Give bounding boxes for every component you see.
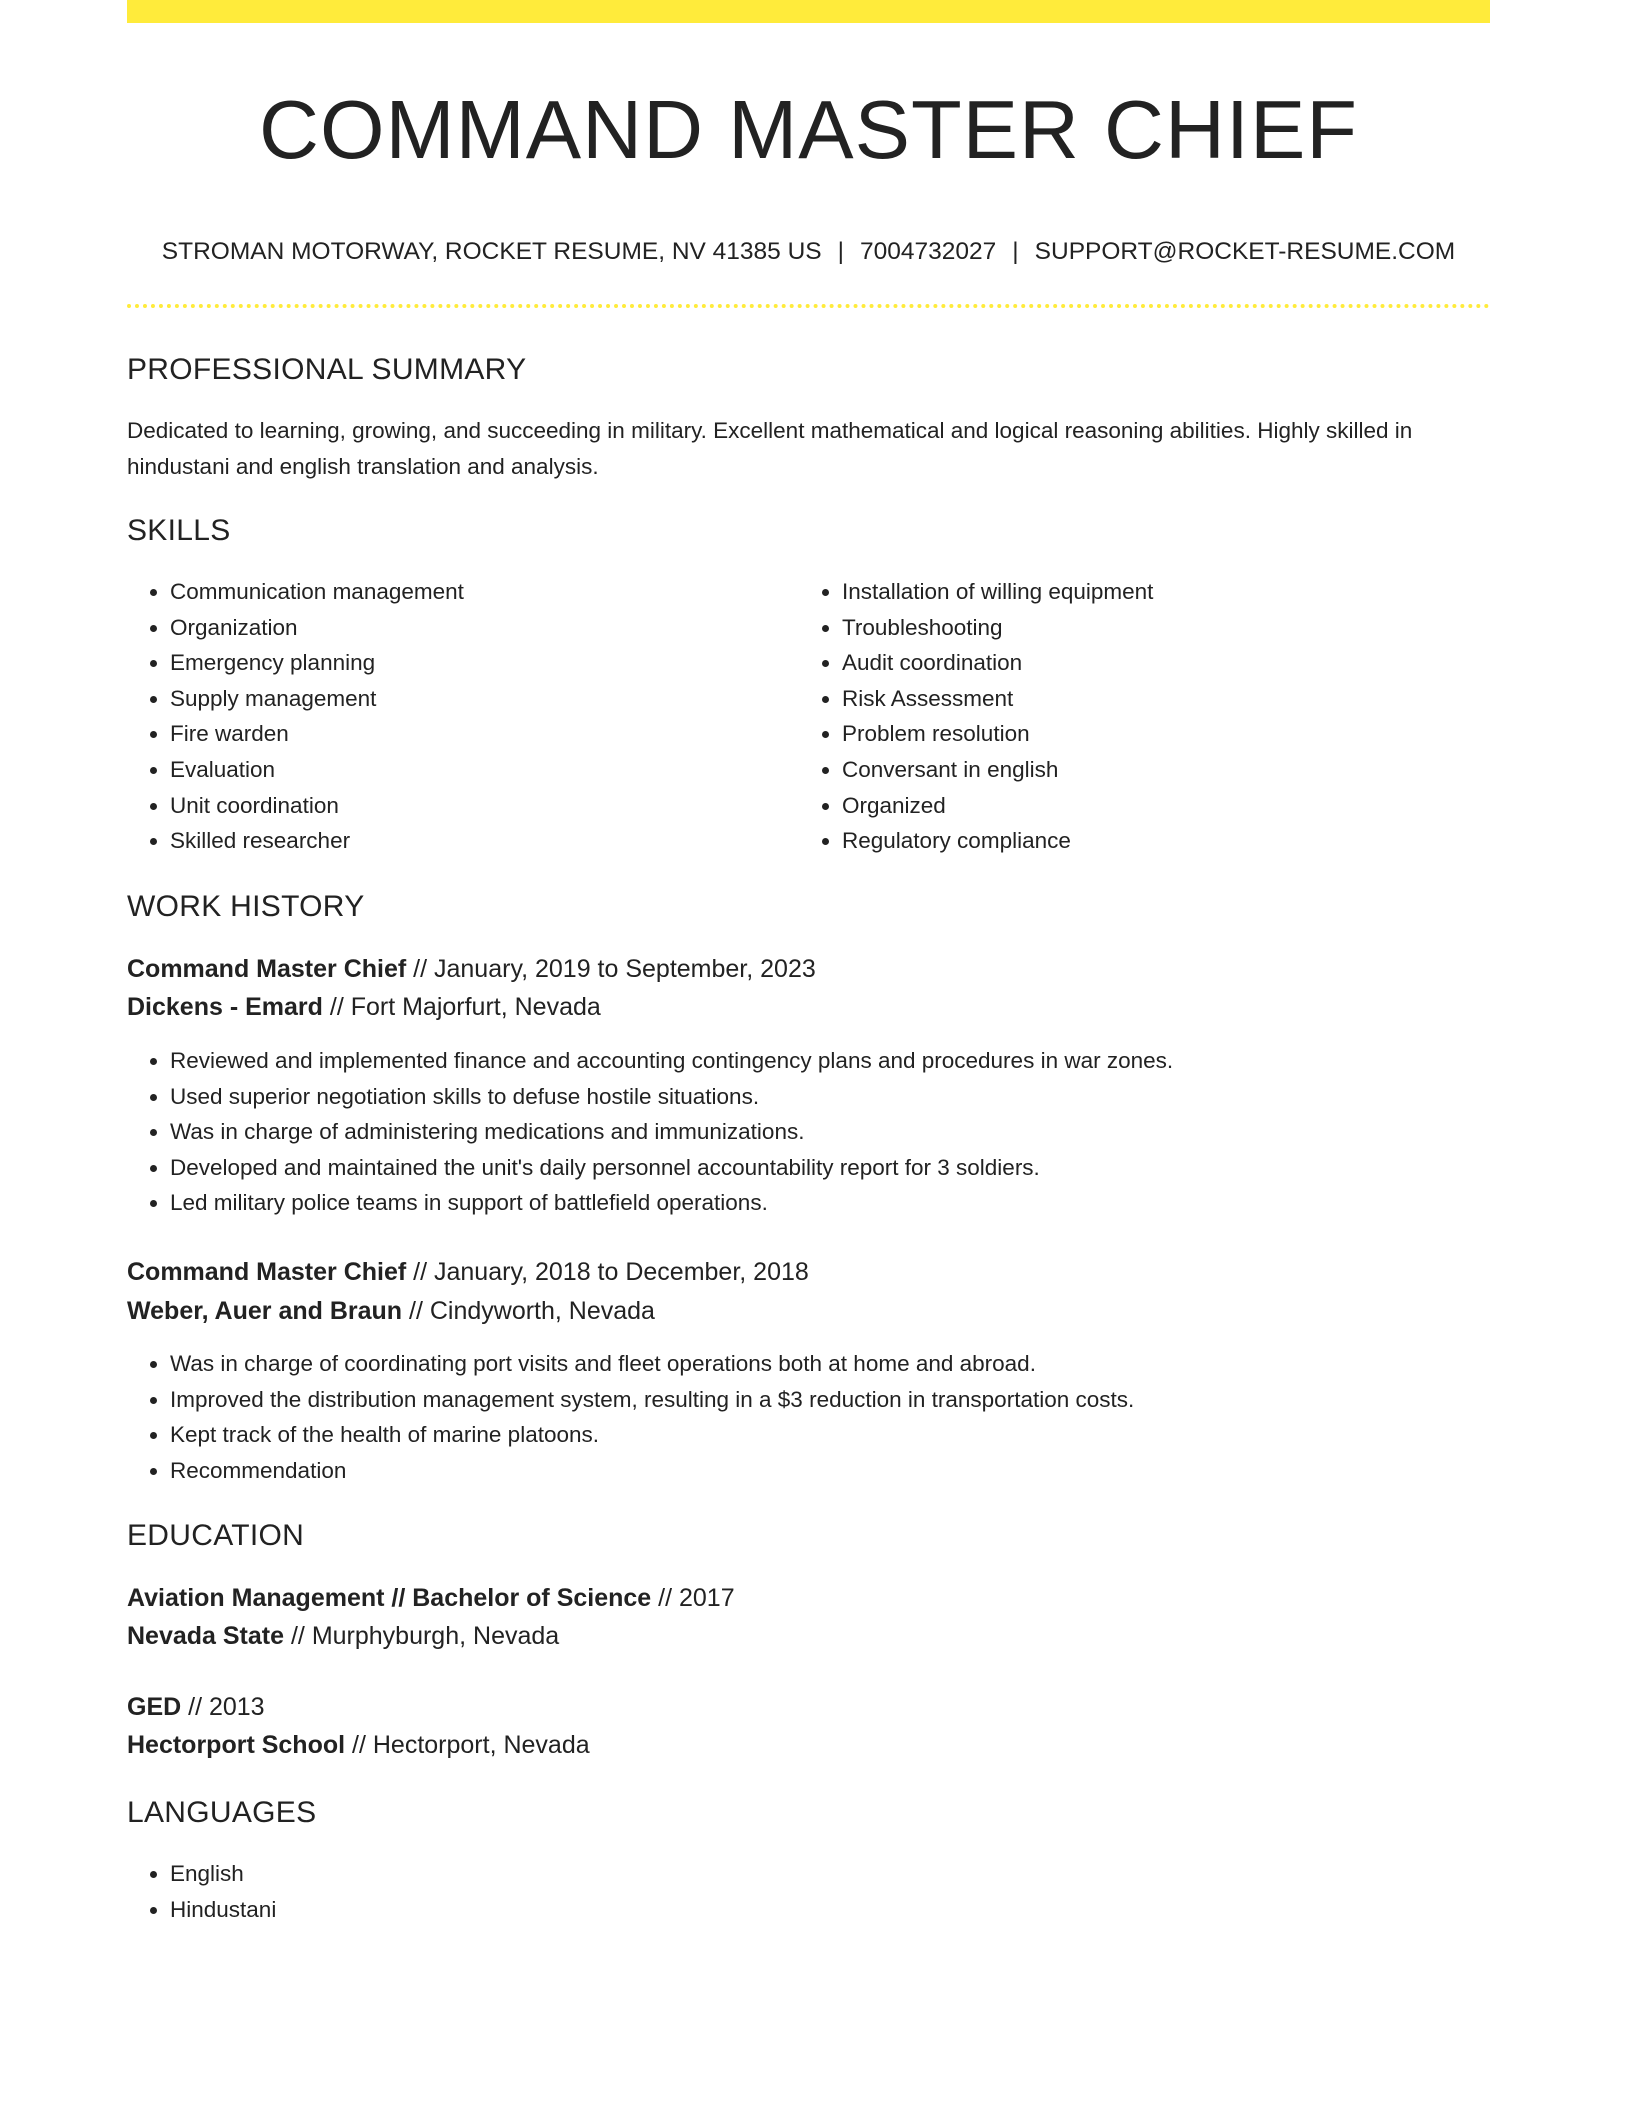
language-item: • English [170,1856,770,1892]
contact-address: STROMAN MOTORWAY, ROCKET RESUME, NV 41385 US [161,238,822,265]
job-duty: • Led military police teams in support of battlefield operations. [170,1185,1533,1221]
job-title-line [127,1254,809,1290]
education-degree: GED [127,1693,182,1721]
job-duty: • Used superior negotiation skills to defuse hostile situations. [170,1079,1533,1115]
job-company: Weber, Auer and Braun [127,1297,403,1325]
job-company-line [127,1293,655,1329]
work-history-heading: WORK HISTORY [127,890,365,923]
contact-phone: 7004732027 [860,238,997,265]
skill-item: • Organized [842,788,1482,824]
contact-separator: | [1012,238,1019,265]
skills-heading: SKILLS [127,514,231,547]
job-duties-list [127,1043,1533,1221]
education-location: // Murphyburgh, Nevada [284,1622,560,1650]
header-divider [127,304,1490,308]
contact-separator: | [837,238,845,265]
education-school: Hectorport School [127,1731,346,1759]
language-item: • Hindustani [170,1892,770,1928]
job-duty: • Developed and maintained the unit's daily personnel accountability report for 3 soldiers. [170,1150,1533,1186]
job-duty: • Reviewed and implemented finance and accounting contingency plans and procedures in war zones. [170,1043,1533,1079]
job-title-line [127,951,816,987]
education-school-line [127,1727,590,1763]
education-location: // Hectorport, Nevada [345,1731,590,1759]
skill-item: • Conversant in english [842,752,1482,788]
education-school-line [127,1618,559,1654]
skill-item: • Skilled researcher [170,823,790,859]
job-duties-list [127,1346,1533,1488]
languages-list [127,1856,770,1927]
job-role: Command Master Chief [127,955,407,983]
skill-item: • Regulatory compliance [842,823,1482,859]
job-duty: • Recommendation [170,1453,1533,1489]
summary-text: Dedicated to learning, growing, and succeeding in military. Excellent mathematical and logical reasoning abilities. Highly skilled in hindustani and english translation and analysis. [127,418,1413,479]
education-heading: EDUCATION [127,1519,305,1552]
candidate-name: COMMAND MASTER CHIEF [259,83,1358,176]
skill-item: • Audit coordination [842,645,1482,681]
skill-item: • Evaluation [170,752,790,788]
job-location: // Fort Majorfurt, Nevada [322,993,601,1021]
job-duty: • Kept track of the health of marine platoons. [170,1417,1533,1453]
job-duty: • Was in charge of coordinating port visits and fleet operations both at home and abroad. [170,1346,1533,1382]
languages-heading: LANGUAGES [127,1796,317,1829]
skills-list-left [127,574,790,859]
education-year: // 2017 [651,1584,735,1612]
skill-item: • Fire warden [170,716,790,752]
skill-item: • Communication management [170,574,790,610]
contact-email: SUPPORT@ROCKET-RESUME.COM [1034,238,1456,265]
job-location: // Cindyworth, Nevada [402,1297,655,1325]
education-degree-line [127,1689,265,1725]
education-degree: Aviation Management // Bachelor of Science [127,1584,652,1612]
skill-item: • Troubleshooting [842,610,1482,646]
skill-item: • Unit coordination [170,788,790,824]
education-degree-line [127,1580,735,1616]
job-company: Dickens - Emard [127,993,323,1021]
job-role: Command Master Chief [127,1258,407,1286]
skill-item: • Installation of willing equipment [842,574,1482,610]
contact-line [127,236,1490,268]
job-duty: • Improved the distribution management system, resulting in a $3 reduction in transportation costs. [170,1382,1533,1418]
skill-item: • Risk Assessment [842,681,1482,717]
skill-item: • Problem resolution [842,716,1482,752]
accent-bar [127,0,1490,23]
education-year: // 2013 [181,1693,265,1721]
summary-heading: PROFESSIONAL SUMMARY [127,353,527,386]
job-dates: // January, 2018 to December, 2018 [406,1258,809,1286]
skill-item: • Emergency planning [170,645,790,681]
job-dates: // January, 2019 to September, 2023 [406,955,816,983]
job-duty: • Was in charge of administering medications and immunizations. [170,1114,1533,1150]
skill-item: • Supply management [170,681,790,717]
skills-list-right [799,574,1482,859]
skill-item: • Organization [170,610,790,646]
education-school: Nevada State [127,1622,285,1650]
job-company-line [127,989,601,1025]
